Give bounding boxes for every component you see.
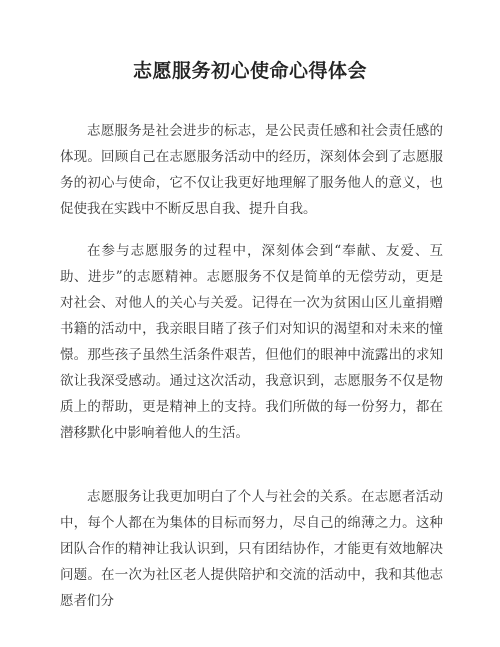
document-title: 志愿服务初心使命心得体会: [132, 60, 367, 82]
paragraph-3: 志愿服务让我更加明白了个人与社会的关系。在志愿者活动中，每个人都在为集体的目标而努力，尽自己的绵薄之力。这种团队合作的精神让我认识到，只有团结协作，才能更有效地解决问题。在一次为社区老人提供陪护和交流的活动中，我和其他志愿者们分: [60, 489, 443, 609]
paragraph-2: 在参与志愿服务的过程中，深刻体会到“奉献、友爱、互助、进步”的志愿精神。志愿服务不仅是简单的无偿劳动，更是对社会、对他人的关心与关爱。记得在一次为贫困山区儿童捐赠书籍的活动中，我亲眼目睹了孩子们对知识的渴望和对未来的憧憬。那些孩子虽然生活条件艰苦，但他们的眼神中流露出的求知欲让我深受感动。通过这次活动，我意识到，志愿服务不仅是物质上的帮助，更是精神上的支持。我们所做的每一份努力，都在潜移默化中影响着他人的生活。: [60, 243, 443, 441]
paragraph-1: 志愿服务是社会进步的标志，是公民责任感和社会责任感的体现。回顾自己在志愿服务活动中的经历，深刻体会到了志愿服务的初心与使命，它不仅让我更好地理解了服务他人的意义，也促使我在实践中不断反思自我、提升自我。: [60, 123, 443, 217]
